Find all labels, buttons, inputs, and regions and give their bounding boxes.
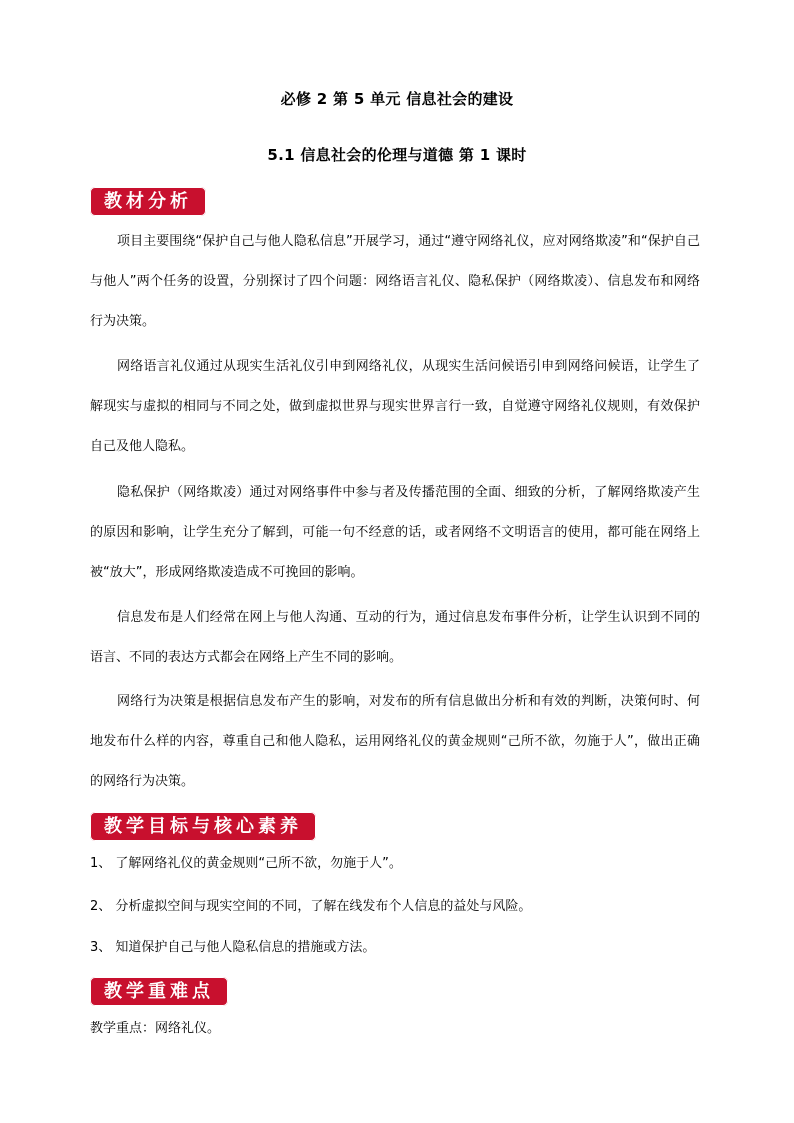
section-heading-teaching-goals: 教学目标与核心素养 — [90, 812, 316, 841]
document-title: 必修 2 第 5 单元 信息社会的建设 — [280, 90, 514, 108]
analysis-paragraph: 网络语言礼仪通过从现实生活礼仪引申到网络礼仪，从现实生活问候语引申到网络问候语，让学生了解现实与虚拟的相同与不同之处，做到虚拟世界与现实世界言行一致，自觉遵守网络礼仪规则，有效保护自己及他人隐私。 — [90, 359, 700, 454]
goal-item: 3、 知道保护自己与他人隐私信息的措施或方法。 — [90, 940, 376, 955]
lesson-title: 5.1 信息社会的伦理与道德 第 1 课时 — [267, 146, 527, 164]
analysis-paragraph: 信息发布是人们经常在网上与他人沟通、互动的行为，通过信息发布事件分析，让学生认识到不同的语言、不同的表达方式都会在网络上产生不同的影响。 — [90, 610, 700, 665]
goal-item: 1、 了解网络礼仪的黄金规则“己所不欲，勿施于人”。 — [90, 856, 402, 871]
section-heading-textbook-analysis: 教材分析 — [90, 187, 206, 216]
analysis-paragraph: 网络行为决策是根据信息发布产生的影响，对发布的所有信息做出分析和有效的判断，决策何时、何地发布什么样的内容，尊重自己和他人隐私，运用网络礼仪的黄金规则“己所不欲，勿施于人”，做出正确的网络行为决策。 — [90, 694, 700, 789]
section-heading-key-points: 教学重难点 — [90, 977, 228, 1006]
key-point-text: 教学重点：网络礼仪。 — [90, 1021, 221, 1036]
goal-item: 2、 分析虚拟空间与现实空间的不同，了解在线发布个人信息的益处与风险。 — [90, 899, 532, 914]
analysis-paragraph: 隐私保护（网络欺凌）通过对网络事件中参与者及传播范围的全面、细致的分析，了解网络欺凌产生的原因和影响，让学生充分了解到，可能一句不经意的话，或者网络不文明语言的使用，都可能在网络上被“放大”，形成网络欺凌造成不可挽回的影响。 — [90, 485, 700, 580]
analysis-paragraph: 项目主要围绕“保护自己与他人隐私信息”开展学习，通过“遵守网络礼仪，应对网络欺凌”和“保护自己与他人”两个任务的设置，分别探讨了四个问题：网络语言礼仪、隐私保护（网络欺凌）、信息发布和网络行为决策。 — [90, 234, 700, 329]
